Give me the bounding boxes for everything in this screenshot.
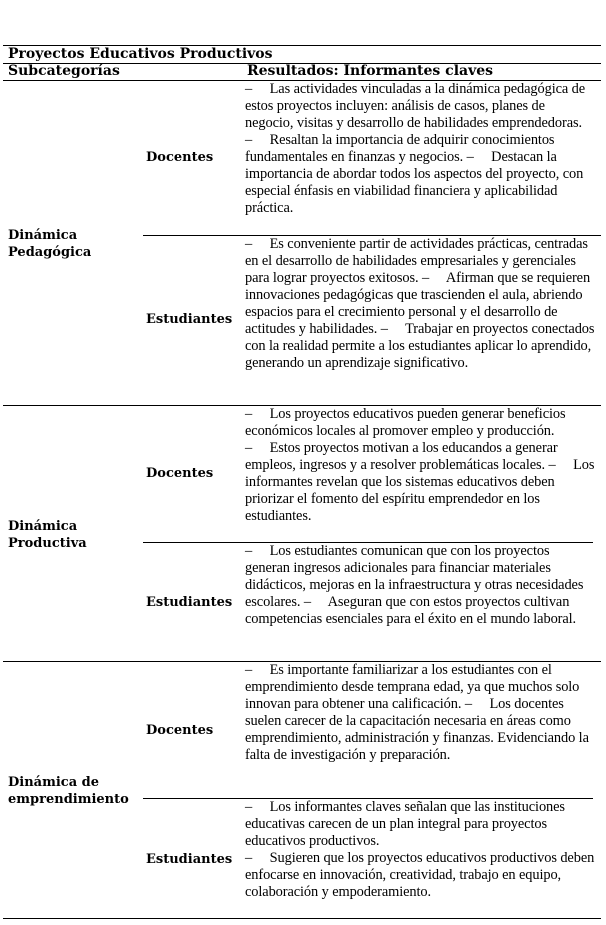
- results-cell: [245, 236, 595, 372]
- results-cell: [245, 543, 595, 628]
- results-cell: [245, 799, 595, 901]
- result-item: Los proyectos educativos pueden generar beneficios económicos locales al promover empleo y producción.: [245, 406, 566, 439]
- dash-bullet: –: [380, 320, 406, 337]
- result-item: Destacan la importancia de abordar todos los aspectos del proyecto, con especial énfasis en viabilidad financiera y aplicabilidad práctica.: [245, 148, 584, 216]
- dash-bullet: –: [245, 406, 270, 422]
- result-item: Es importante familiarizar a los estudiantes con el emprendimiento desde temprana edad, ya que muchos solo innovan para obtener una calificación.: [245, 662, 580, 712]
- dash-bullet: –: [422, 269, 446, 286]
- result-item: Estos proyectos motivan a los educandos a generar empleos, ingresos y a resolver problemáticas locales.: [245, 439, 558, 473]
- dash-bullet: –: [245, 81, 270, 97]
- result-item: Los informantes revelan que los sistemas educativos deben priorizar el fomento del espíritu emprendedor en los estudiantes.: [245, 456, 595, 524]
- dash-bullet: –: [245, 236, 270, 252]
- results-cell: [245, 81, 595, 217]
- subcategory-label: Estudiantes: [146, 312, 233, 327]
- subcategory-label: Docentes: [146, 466, 214, 481]
- result-item: Las actividades vinculadas a la dinámica pedagógica de estos proyectos incluyen: análisis de casos, planes de negocio, visitas y desarrollo de habilidades emprendedoras.: [245, 81, 586, 131]
- subcategory-label: Estudiantes: [146, 852, 233, 867]
- dash-bullet: –: [245, 439, 270, 456]
- dash-bullet: –: [245, 849, 270, 866]
- dash-bullet: –: [245, 543, 270, 559]
- results-cell: [245, 406, 595, 525]
- category-label: Dinámica Pedagógica: [8, 228, 92, 260]
- result-item: Afirman que se requieren innovaciones pedagógicas que trascienden el aula, abriendo espacios para el crecimiento personal y el desarrollo de actitudes y habilidades.: [245, 269, 591, 337]
- category-label: Dinámica Productiva: [8, 519, 87, 551]
- table-title: Proyectos Educativos Productivos: [8, 46, 273, 62]
- bottom-rule: [3, 918, 601, 919]
- header-subcategories: Subcategorías: [8, 63, 120, 79]
- header-results: Resultados: Informantes claves: [247, 63, 494, 79]
- subcategory-label: Docentes: [146, 150, 214, 165]
- result-item: Aseguran que con estos proyectos cultivan competencias esenciales para el éxito en el mundo laboral.: [245, 593, 577, 627]
- subcategory-label: Estudiantes: [146, 595, 233, 610]
- result-item: Resaltan la importancia de adquirir conocimientos fundamentales en finanzas y negocios.: [245, 131, 555, 165]
- result-item: Los informantes claves señalan que las instituciones educativas carecen de un plan integral para proyectos educativos productivos.: [245, 799, 565, 849]
- dash-bullet: –: [464, 695, 490, 712]
- subcategory-label: Docentes: [146, 723, 214, 738]
- dash-bullet: –: [245, 131, 270, 148]
- result-item: Los estudiantes comunican que con los proyectos generan ingresos adicionales para financiar materiales didácticos, mejoras en la infraestructura y otras necesidades escolares.: [245, 543, 584, 610]
- result-item: Sugieren que los proyectos educativos productivos deben enfocarse en innovación, creatividad, trabajo en equipo, colaboración y empoderamiento.: [245, 849, 595, 900]
- result-item: Es conveniente partir de actividades prácticas, centradas en el desarrollo de habilidades empresariales y gerenciales para lograr proyectos exitosos.: [245, 236, 588, 286]
- result-item: Los docentes suelen carecer de la capacitación necesaria en áreas como emprendimiento, administración y finanzas. Evidenciando la falta de investigación y preparación.: [245, 695, 589, 763]
- result-item: Trabajar en proyectos conectados con la realidad permite a los estudiantes aplicar lo aprendido, generando un aprendizaje significativo.: [245, 320, 595, 371]
- category-label: Dinámica de emprendimiento: [8, 775, 129, 807]
- dash-bullet: –: [245, 662, 270, 678]
- results-cell: [245, 662, 595, 764]
- dash-bullet: –: [303, 593, 328, 610]
- dash-bullet: –: [548, 456, 574, 473]
- dash-bullet: –: [245, 799, 270, 815]
- dash-bullet: –: [466, 148, 492, 165]
